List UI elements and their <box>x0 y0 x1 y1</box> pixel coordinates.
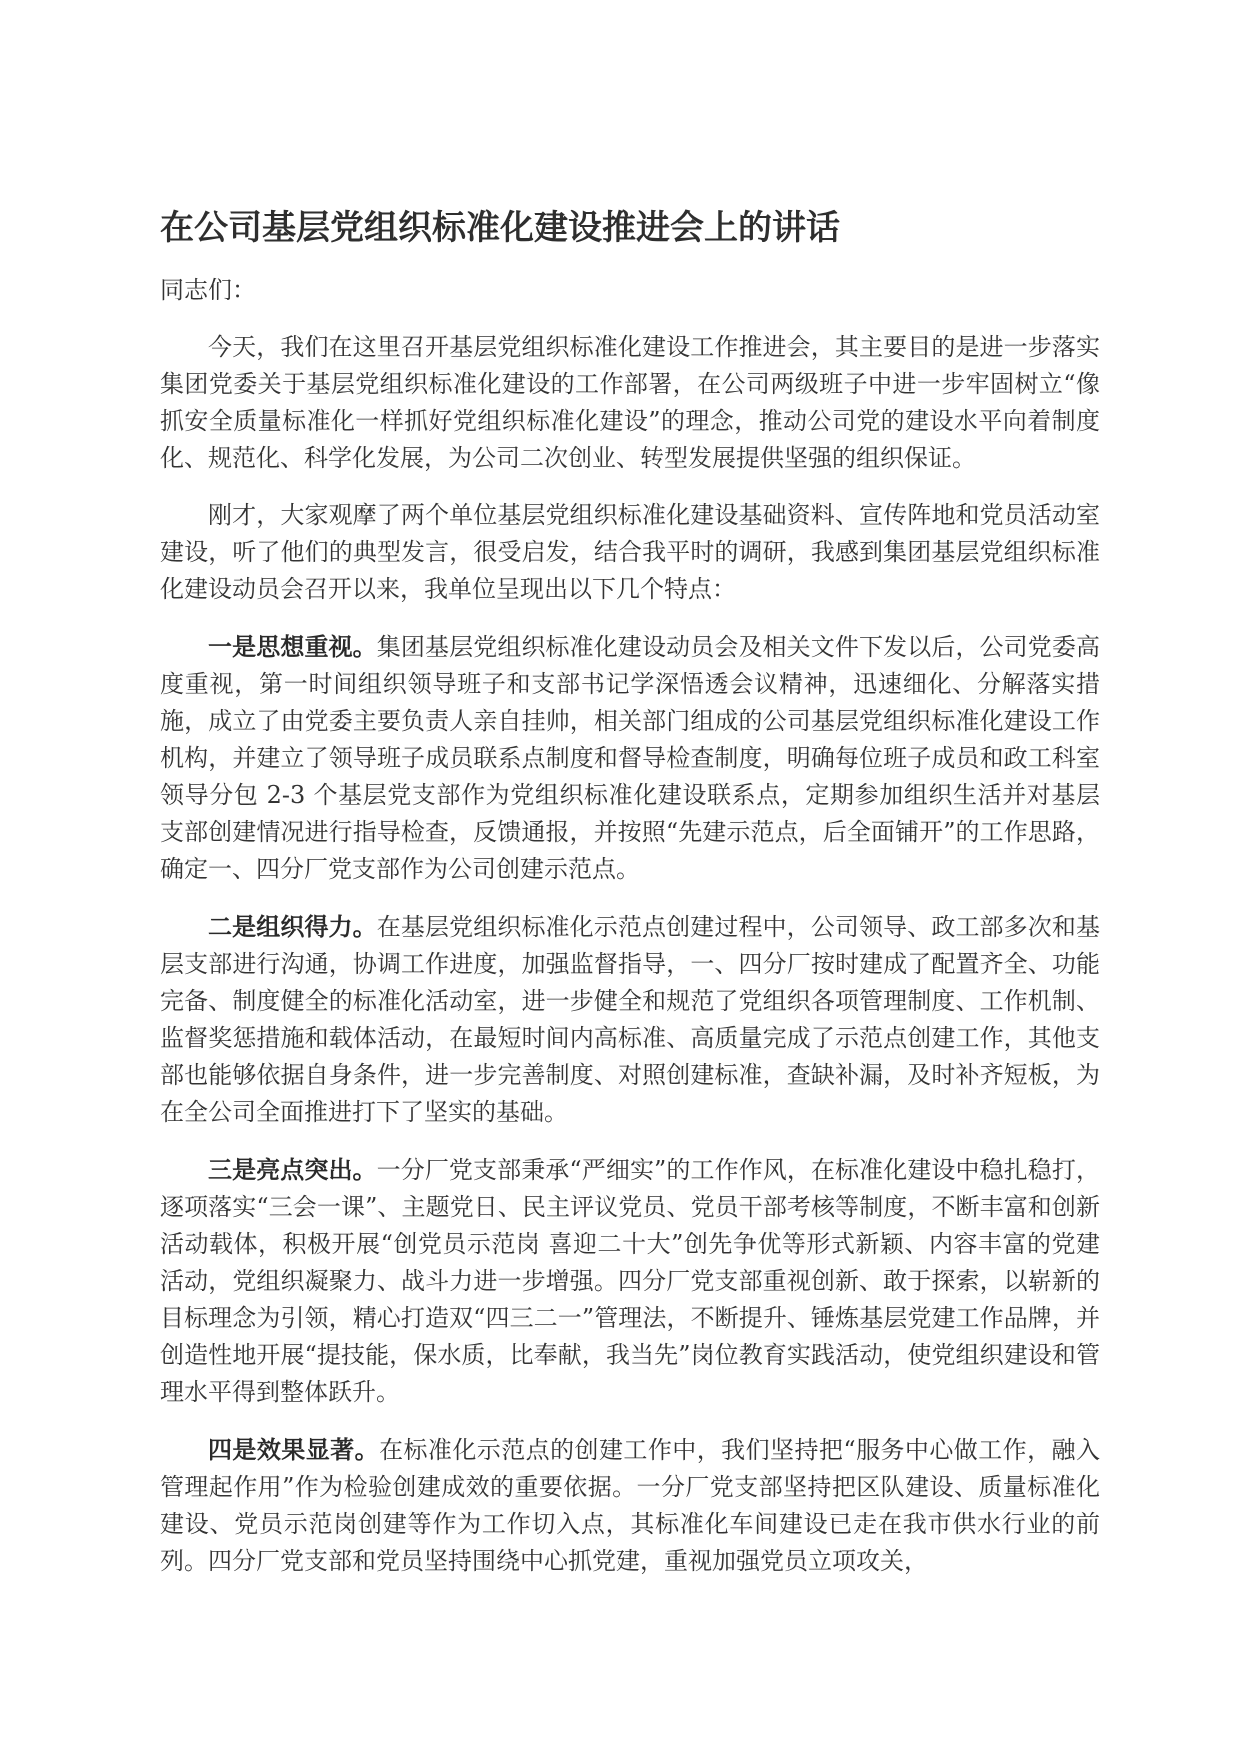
paragraph-point-4 <box>160 1431 1100 1580</box>
document-title: 在公司基层党组织标准化建设推进会上的讲话 <box>160 208 840 248</box>
paragraph-lead: 一是思想重视。 <box>208 632 377 661</box>
paragraph-lead: 四是效果显著。 <box>208 1435 380 1464</box>
paragraph-text: 一分厂党支部秉承“严细实”的工作作风，在标准化建设中稳扎稳打，逐项落实“三会一课”、主题党日、民主评议党员、党员干部考核等制度，不断丰富和创新活动载体，积极开展“创党员示范岗 喜迎二十大”创先争优等形式新颖、内容丰富的党建活动，党组织凝聚力、战斗力进一步增强。四分厂党支部重视创新、敢于探索，以崭新的目标理念为引领，精心打造双“四三二一”管理法，不断提升、锤炼基层党建工作品牌，并创造性地开展“提技能，保水质，比奉献，我当先”岗位教育实践活动，使党组织建设和管理水平得到整体跃升。 <box>160 1156 1100 1406</box>
paragraph-point-2 <box>160 908 1100 1131</box>
paragraph-text: 今天，我们在这里召开基层党组织标准化建设工作推进会，其主要目的是进一步落实集团党委关于基层党组织标准化建设的工作部署，在公司两级班子中进一步牢固树立“像抓安全质量标准化一样抓好党组织标准化建设”的理念，推动公司党的建设水平向着制度化、规范化、科学化发展，为公司二次创业、转型发展提供坚强的组织保证。 <box>160 333 1100 472</box>
paragraph-point-3 <box>160 1151 1100 1411</box>
salutation: 同志们： <box>160 276 256 304</box>
paragraph-point-1 <box>160 628 1100 888</box>
paragraph-lead: 二是组织得力。 <box>208 912 377 941</box>
paragraph-text: 在基层党组织标准化示范点创建过程中，公司领导、政工部多次和基层支部进行沟通，协调工作进度，加强监督指导，一、四分厂按时建成了配置齐全、功能完备、制度健全的标准化活动室，进一步健全和规范了党组织各项管理制度、工作机制、监督奖惩措施和载体活动，在最短时间内高标准、高质量完成了示范点创建工作，其他支部也能够依据自身条件，进一步完善制度、对照创建标准，查缺补漏，及时补齐短板，为在全公司全面推进打下了坚实的基础。 <box>160 913 1101 1126</box>
paragraph-text: 集团基层党组织标准化建设动员会及相关文件下发以后，公司党委高度重视，第一时间组织领导班子和支部书记学深悟透会议精神，迅速细化、分解落实措施，成立了由党委主要负责人亲自挂帅，相关部门组成的公司基层党组织标准化建设工作机构，并建立了领导班子成员联系点制度和督导检查制度，明确每位班子成员和政工科室领导分包 2-3 个基层党支部作为党组织标准化建设联系点，定期参加组织生活并对基层支部创建情况进行指导检查，反馈通报，并按照“先建示范点，后全面铺开”的工作思路，确定一、四分厂党支部作为公司创建示范点。 <box>160 633 1101 883</box>
document-body <box>160 272 1100 1600</box>
paragraph-intro <box>160 329 1100 477</box>
paragraph-text: 在标准化示范点的创建工作中，我们坚持把“服务中心做工作，融入管理起作用”作为检验创建成效的重要依据。一分厂党支部坚持把区队建设、质量标准化建设、党员示范岗创建等作为工作切入点，其标准化车间建设已走在我市供水行业的前列。四分厂党支部和党员坚持围绕中心抓党建，重视加强党员立项攻关， <box>160 1436 1100 1575</box>
paragraph-observation <box>160 497 1100 608</box>
paragraph-text: 刚才，大家观摩了两个单位基层党组织标准化建设基础资料、宣传阵地和党员活动室建设，听了他们的典型发言，很受启发，结合我平时的调研，我感到集团基层党组织标准化建设动员会召开以来，我单位呈现出以下几个特点： <box>160 501 1100 603</box>
paragraph-lead: 三是亮点突出。 <box>208 1155 377 1184</box>
